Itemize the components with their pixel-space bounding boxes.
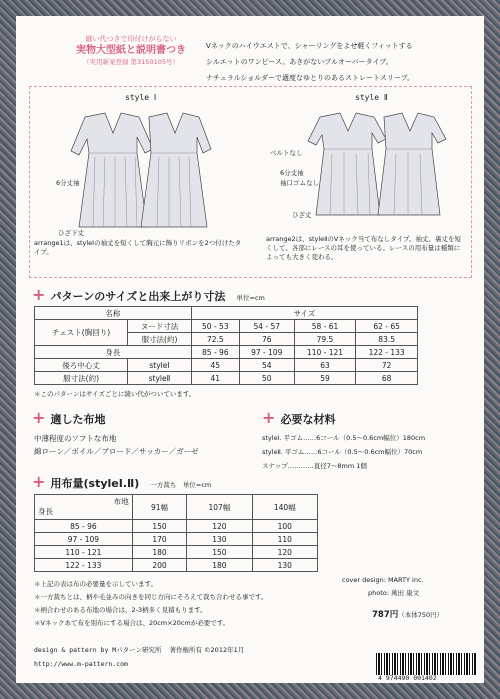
header-left xyxy=(56,34,206,67)
yardage-title: 用布量(styleⅠ.Ⅱ) xyxy=(50,477,140,490)
arrange1-text: arrange1は、styleⅠの袖丈を短くして胸元に飾りリボンを2つ付けたタイプ。 xyxy=(34,239,242,256)
yardage-corner xyxy=(35,495,133,520)
desc-line2: シルエットのワンピース。あきがないプルオーバータイプ。 xyxy=(206,58,393,66)
plus-icon: + xyxy=(32,285,46,304)
style2-title: style Ⅱ xyxy=(355,93,388,102)
label-no-belt: ベルトなし xyxy=(270,149,303,157)
cell: 58 - 61 xyxy=(294,320,356,333)
header-line2: 実物大型紙と説明書つき xyxy=(76,45,186,56)
notes-list xyxy=(34,578,267,630)
label-below-knee: ひざ下丈 xyxy=(58,229,84,237)
note-item: ＊一方裁ちとは、柄や毛並みの向きを同じ方向にそろえて裁ち合わせる事です。 xyxy=(34,593,268,601)
cell: 63 xyxy=(294,359,356,372)
width-header: 91幅 xyxy=(132,495,187,520)
width-header: 107幅 xyxy=(187,495,252,520)
col-fabric: 布地 xyxy=(113,497,129,506)
size-section-header xyxy=(32,285,462,304)
design-credit: design & pattern by Mパターン研究所 xyxy=(34,646,162,654)
label-6bu-sleeve-2: 6分丈袖 xyxy=(280,169,304,177)
cell: 54 - 57 xyxy=(239,320,294,333)
row-finished: 服寸法(約) xyxy=(128,333,192,346)
header-line3: （実用新案登録 第3150105号） xyxy=(82,58,179,66)
table-row-height: 110 - 121 xyxy=(35,546,133,559)
materials-title: 必要な材料 xyxy=(280,413,336,426)
cell: 150 xyxy=(132,520,187,533)
yardage-note: 一方裁ち 単位=cm xyxy=(150,481,212,489)
size-note: ＊このパターンはサイズごとに縫い代がついています。 xyxy=(34,390,196,398)
footer-url: http://www.m-pattern.com xyxy=(34,660,128,668)
size-unit: 単位=cm xyxy=(236,294,265,302)
cell: 97 - 109 xyxy=(239,346,294,359)
note-item: ＊上記の表は布の必要量を示しています。 xyxy=(34,580,157,588)
width-header: 140幅 xyxy=(252,495,317,520)
cell: 68 xyxy=(356,372,418,385)
note-item: ＊柄合わせのある布地の場合は、2-3柄多く見積もります。 xyxy=(34,606,207,614)
cell: 180 xyxy=(132,546,187,559)
materials-line1: styleⅠ. 平ゴム……6コール（0.5〜0.6cm幅位）180cm xyxy=(262,434,426,442)
price-main: 787円 xyxy=(372,610,399,620)
cell: 54 xyxy=(239,359,294,372)
row-chest: チェスト(胸回り) xyxy=(35,320,128,346)
cell: 110 - 121 xyxy=(294,346,356,359)
barcode-image xyxy=(376,653,476,675)
table-row-height: 97 - 109 xyxy=(35,533,133,546)
cell: 110 xyxy=(252,533,317,546)
cell: 130 xyxy=(187,533,252,546)
col-name: 名称 xyxy=(35,307,192,320)
cell: 200 xyxy=(132,559,187,572)
cell: 41 xyxy=(191,372,239,385)
cell: 120 xyxy=(187,520,252,533)
header-line1: 縫い代つきで印付けがらない xyxy=(85,35,177,43)
cell: 170 xyxy=(132,533,187,546)
label-knee: ひざ丈 xyxy=(292,211,312,219)
cell: 72 xyxy=(356,359,418,372)
cell: 83.5 xyxy=(356,333,418,346)
note-item: ＊Vネックあて布を別布にする場合は、20cm×20cmが必要です。 xyxy=(34,619,230,627)
col-height: 身長 xyxy=(38,507,53,516)
size-section-title: パターンのサイズと出来上がり寸法 xyxy=(50,290,226,303)
barcode-digits: 4 974490 001402 xyxy=(378,674,437,682)
cell: 85 - 96 xyxy=(191,346,239,359)
description xyxy=(206,38,476,86)
cell: 180 xyxy=(187,559,252,572)
cell: 50 - 53 xyxy=(191,320,239,333)
cell: 130 xyxy=(252,559,317,572)
style1-title: style Ⅰ xyxy=(125,93,157,102)
cell: 62 - 65 xyxy=(356,320,418,333)
price xyxy=(372,608,443,620)
fabric-line1: 中薄程度のソフトな布地 xyxy=(34,434,117,443)
photo-credit: photo: 萬田 康文 xyxy=(368,589,420,597)
illustration-panel xyxy=(29,86,472,278)
dress-style2-drawing xyxy=(300,109,450,224)
price-sub: （本体750円） xyxy=(398,611,444,619)
plus-icon: + xyxy=(32,408,46,427)
desc-line1: Vネックのハイウエストで、シャーリングをよせ軽くフィットする xyxy=(206,42,413,50)
label-no-cuff-elastic: 袖口ゴムなし xyxy=(280,179,319,187)
row-style2: styleⅡ xyxy=(128,372,192,385)
row-height: 身長 xyxy=(35,346,192,359)
cover-credit: cover design: MARTY inc. xyxy=(342,576,424,584)
cell: 45 xyxy=(191,359,239,372)
footer-design xyxy=(34,646,244,655)
cell: 76 xyxy=(239,333,294,346)
cell: 120 xyxy=(252,546,317,559)
desc-line3: ナチュラルショルダーで適度なゆとりのあるストレートスリーブ。 xyxy=(206,74,415,82)
yardage-section-header xyxy=(32,472,211,491)
fabric-line2: 綿ローン／ボイル／ブロード／サッカー／ガーゼ xyxy=(34,447,199,456)
size-table xyxy=(34,306,418,385)
fabric-title: 適した布地 xyxy=(50,413,106,426)
arrange2-text: arrange2は、styleⅡのVネック当て布なしタイプ。袖丈、裏丈を短くして、各部にレースの耳を使っている。レースの用布量は種類によっても大きく変わる。 xyxy=(266,235,461,261)
cell: 150 xyxy=(187,546,252,559)
row-back-length: 後ろ中心丈 xyxy=(35,359,128,372)
row-sleeve: 服寸法(約) xyxy=(35,372,128,385)
table-row-height: 85 - 96 xyxy=(35,520,133,533)
materials-line3: スナップ…………直径7〜8mm 1個 xyxy=(262,462,367,470)
copyright: 著作権所有 ©2012年1月 xyxy=(169,646,245,654)
cell: 72.5 xyxy=(191,333,239,346)
cell: 50 xyxy=(239,372,294,385)
materials-line2: styleⅡ. 平ゴム……6コール（0.5〜0.6cm幅位）70cm xyxy=(262,448,423,456)
fabric-section-header xyxy=(32,408,106,427)
cell: 122 - 133 xyxy=(356,346,418,359)
row-nude: ヌード寸法 xyxy=(128,320,192,333)
table-row-height: 122 - 133 xyxy=(35,559,133,572)
plus-icon: + xyxy=(262,408,276,427)
materials-section-header xyxy=(262,408,336,427)
cell: 79.5 xyxy=(294,333,356,346)
pattern-envelope-back xyxy=(16,16,484,683)
cell: 59 xyxy=(294,372,356,385)
cell: 100 xyxy=(252,520,317,533)
yardage-table xyxy=(34,494,318,572)
row-style1: styleⅠ xyxy=(128,359,192,372)
label-6bu-sleeve: 6分丈袖 xyxy=(56,179,80,187)
dress-style1-drawing xyxy=(65,109,215,234)
col-size: サイズ xyxy=(191,307,417,320)
plus-icon: + xyxy=(32,472,46,491)
